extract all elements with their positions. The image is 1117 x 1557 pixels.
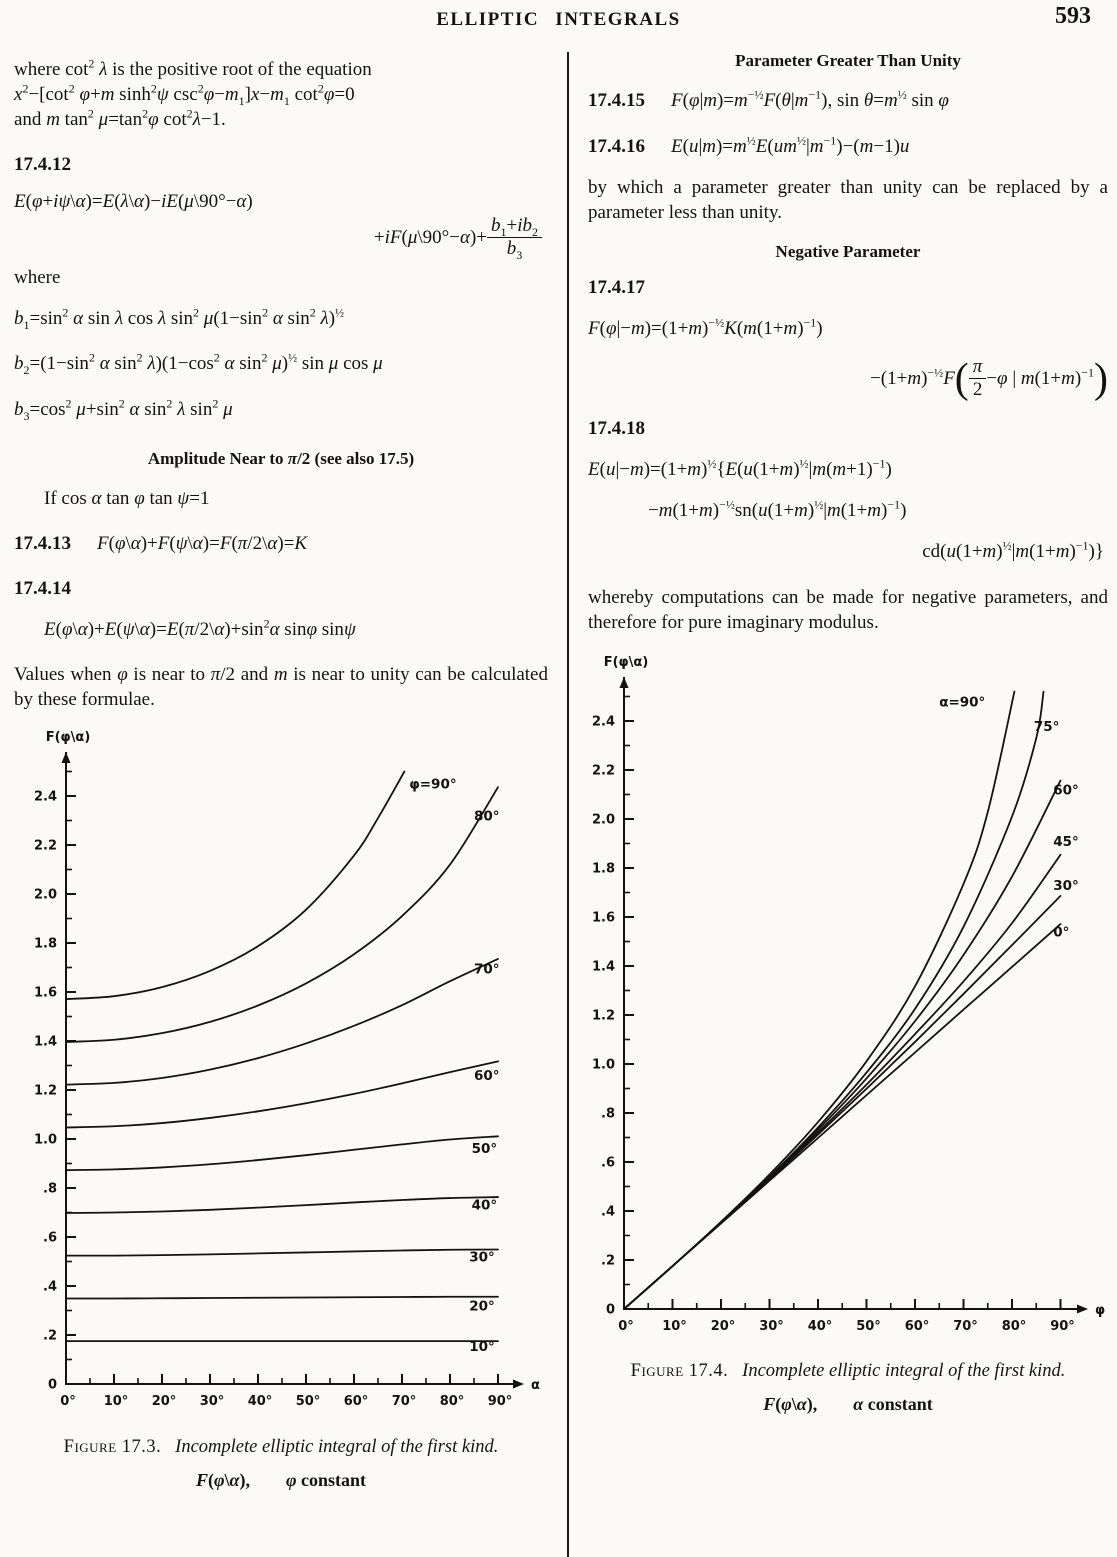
svg-text:1.2: 1.2	[33, 1083, 57, 1099]
equation-b3: $b_3=\cos^2$ $\mu+\sin^2$ α $\sin^2 \lambda$ $\sin^2 \mu$	[14, 396, 233, 423]
svg-text:70°: 70°	[391, 1394, 417, 1410]
svg-text:1.4: 1.4	[33, 1034, 57, 1050]
svg-text:φ: φ	[1095, 1302, 1106, 1318]
figure-17-4-label: Figure 17.4.	[630, 1360, 729, 1381]
svg-text:30°: 30°	[759, 1318, 784, 1334]
values-paragraph: Values when φ is near to π/2 and m is near to unity can be calculated by these formulae.	[14, 664, 548, 711]
svg-text:30°: 30°	[199, 1394, 225, 1410]
svg-text:F(φ\α): F(φ\α)	[45, 730, 91, 746]
svg-text:60°: 60°	[904, 1318, 930, 1334]
equation-17-4-12-line1: E(φ+iψ\α)=E(λ\α)−iE(μ\90°−α)	[14, 191, 253, 213]
figure-17-3	[14, 726, 548, 1492]
equation-17-4-12-fraction	[487, 215, 542, 263]
svg-text:0°: 0°	[60, 1394, 76, 1410]
left-column	[14, 57, 548, 1492]
svg-text:30°: 30°	[469, 1249, 495, 1266]
svg-text:.2: .2	[43, 1328, 57, 1344]
svg-text:80°: 80°	[439, 1394, 465, 1410]
equation-17-4-12-line2-pre: +iF(μ\90°−α)+	[373, 227, 487, 249]
figure-17-4-caption-text: Incomplete elliptic integral of the first kind.	[742, 1360, 1066, 1381]
svg-text:20°: 20°	[469, 1298, 495, 1315]
svg-text:2.0: 2.0	[591, 812, 615, 828]
svg-text:1.2: 1.2	[591, 1008, 615, 1024]
svg-text:60°: 60°	[474, 1068, 500, 1085]
equation-b2: $b_2=(1-\sin^2$ α $\sin^2 \lambda)(1-\cos^2$ α $\sin^2 \mu)^{\frac{1}{2}}$ sin μ cos μ	[14, 351, 383, 378]
curve-φ=50°	[66, 1137, 498, 1171]
curve-α=30°	[624, 896, 1061, 1309]
svg-text:.6: .6	[43, 1230, 57, 1246]
right-column	[588, 50, 1108, 1417]
svg-text:1.0: 1.0	[33, 1132, 57, 1148]
condition-line: If cos α tan φ tan ψ=1	[44, 488, 210, 510]
svg-text:.4: .4	[43, 1279, 57, 1295]
svg-text:60°: 60°	[343, 1394, 369, 1410]
curve-φ=30°	[66, 1250, 498, 1256]
page-number: 593	[1055, 3, 1091, 29]
svg-text:φ=90°: φ=90°	[409, 777, 457, 794]
svg-text:0: 0	[605, 1302, 615, 1318]
svg-text:.6: .6	[601, 1155, 615, 1171]
equation-17-4-14: $E(\varphi\backslash\alpha)+E(\psi\backslash\alpha)=E(\pi/2\backslash\alpha)+\sin^2\alpha$ sinφ sinψ	[44, 616, 356, 641]
svg-text:α=90°: α=90°	[939, 693, 986, 710]
equation-17-4-13: F(φ\α)+F(ψ\α)=F(π/2\α)=K	[97, 533, 308, 555]
svg-text:2.4: 2.4	[591, 714, 615, 730]
equation-number-17-4-16: 17.4.16	[588, 135, 645, 157]
equation-17-4-15-row	[588, 88, 1108, 113]
figure-17-4-caption	[588, 1359, 1108, 1383]
pi-over-2-fraction	[969, 357, 987, 400]
svg-text:1.4: 1.4	[591, 959, 615, 975]
equation-number-17-4-14: 17.4.14	[14, 578, 71, 600]
curve-φ=90°	[66, 772, 404, 1000]
svg-text:70°: 70°	[953, 1318, 978, 1334]
equation-17-4-18-line1: $E(u|-m)=(1+m)^{\frac{1}{2}}\{E(u(1+m)^{\frac{1}{2}}|m(m+1)^{-1})$	[588, 456, 892, 481]
svg-text:90°: 90°	[1050, 1318, 1075, 1334]
svg-text:10°: 10°	[103, 1394, 129, 1410]
svg-text:10°: 10°	[662, 1318, 687, 1334]
equation-number-17-4-17: 17.4.17	[588, 277, 645, 299]
svg-text:50°: 50°	[856, 1318, 881, 1334]
svg-text:40°: 40°	[247, 1394, 273, 1410]
intro-line-1: where $\cot^2 \lambda$ is the positive root of the equation	[14, 56, 372, 80]
equation-b1: $b_1=\sin^2$ α sin λ cos λ $\sin^2 \mu(1-\sin^2$ α $\sin^2 \lambda)^{\frac{1}{2}}$	[14, 306, 345, 333]
fraction-numerator: π	[969, 357, 987, 379]
fraction-denominator: $b_3$	[506, 238, 523, 263]
parameter-greater-paragraph: by which a parameter greater than unity can be replaced by a parameter less than unity.	[588, 176, 1108, 223]
negative-parameter-paragraph: whereby computations can be made for negative parameters, and therefore for pure imaginary modulus.	[588, 586, 1108, 633]
curve-φ=80°	[66, 788, 498, 1043]
curve-α=45°	[624, 854, 1061, 1308]
equation-17-4-17-line2-pre: $-(1+m)^{-\frac{1}{2}}F$	[870, 365, 955, 390]
svg-text:50°: 50°	[295, 1394, 321, 1410]
equation-17-4-13-row	[14, 531, 548, 556]
curve-φ=70°	[66, 959, 498, 1085]
section-heading-parameter-greater: Parameter Greater Than Unity	[735, 51, 961, 70]
figure-17-4-subcaption: F(φ\α), α constant	[763, 1393, 933, 1414]
svg-text:1.6: 1.6	[33, 985, 57, 1001]
svg-text:2.0: 2.0	[33, 887, 57, 903]
intro-equation: $x^2-[\cot^2$ φ+m $\sinh^2\psi$ $\csc^2\varphi-m_1]x-m_1$ $\cot^2\varphi=0$	[14, 81, 355, 108]
svg-text:0°: 0°	[618, 1318, 634, 1334]
svg-text:75°: 75°	[1033, 718, 1060, 735]
figure-17-4	[588, 651, 1108, 1417]
svg-text:1.6: 1.6	[591, 910, 615, 926]
fraction-numerator: $b_1+ib_2$	[487, 216, 542, 238]
svg-text:20°: 20°	[710, 1318, 736, 1334]
svg-text:0: 0	[47, 1377, 57, 1393]
curve-α=75°	[624, 691, 1044, 1308]
figure-17-3-chart	[14, 726, 559, 1423]
svg-text:2.2: 2.2	[33, 838, 57, 854]
svg-text:.2: .2	[601, 1253, 615, 1269]
equation-17-4-17-line1: $F(\varphi|-m)=(1+m)^{-\frac{1}{2}}K(m(1+m)^{-1})$	[588, 315, 823, 340]
svg-text:50°: 50°	[471, 1141, 498, 1158]
equation-17-4-15: $F(\varphi|m)=m^{-\frac{1}{2}}F(\theta|m^{-1})$, $\sin \theta=m^{\frac{1}{2}}$ sin φ	[671, 88, 949, 112]
svg-text:F(φ\α): F(φ\α)	[603, 654, 649, 670]
curve-φ=20°	[66, 1297, 498, 1299]
svg-text:.8: .8	[601, 1106, 615, 1122]
svg-text:.8: .8	[43, 1181, 57, 1197]
svg-text:40°: 40°	[807, 1318, 833, 1334]
equation-number-17-4-15: 17.4.15	[588, 90, 645, 112]
svg-text:1.0: 1.0	[591, 1057, 615, 1073]
svg-text:0°: 0°	[1053, 924, 1070, 941]
svg-text:60°: 60°	[1053, 782, 1079, 799]
equation-number-17-4-13: 17.4.13	[14, 533, 71, 555]
svg-text:20°: 20°	[151, 1394, 177, 1410]
equation-17-4-17-line2: $-(1+m)^{-\frac{1}{2}}F$ ( $\frac{\pi}{2}$ −φ | $m(1+m)^{-1}$ )	[870, 355, 1108, 402]
figure-17-3-caption	[14, 1435, 548, 1459]
where-label: where	[14, 267, 61, 289]
svg-text:90°: 90°	[487, 1394, 513, 1410]
curve-φ=60°	[66, 1062, 498, 1128]
svg-text:70°: 70°	[474, 962, 500, 979]
equation-number-17-4-18: 17.4.18	[588, 418, 645, 440]
section-heading-amplitude: Amplitude Near to π/2 (see also 17.5)	[147, 448, 415, 468]
svg-text:α: α	[531, 1378, 540, 1394]
equation-number-17-4-12: 17.4.12	[14, 154, 71, 176]
svg-text:2.4: 2.4	[33, 789, 57, 805]
fraction-denominator: 2	[972, 379, 983, 401]
curve-φ=40°	[66, 1198, 498, 1214]
svg-text:40°: 40°	[471, 1198, 498, 1215]
intro-line-3: and m $\tan^2 \mu=\tan^2\varphi$ $\cot^2\lambda-1$.	[14, 106, 226, 131]
page-header-title: ELLIPTIC INTEGRALS	[436, 9, 681, 30]
svg-text:1.8: 1.8	[591, 861, 615, 877]
svg-text:2.2: 2.2	[591, 763, 615, 779]
equation-17-4-17-line2-post: −φ | $m(1+m)^{-1}$	[986, 365, 1094, 390]
svg-text:10°: 10°	[469, 1339, 495, 1356]
equation-17-4-18-line2: $-m(1+m)^{-\frac{1}{2}}sn(u(1+m)^{\frac{1}{2}}|m(1+m)^{-1})$	[648, 498, 907, 522]
figure-17-3-label: Figure 17.3.	[63, 1436, 162, 1457]
column-divider	[567, 52, 569, 1557]
equation-17-4-18-line3: $cd(u(1+m)^{\frac{1}{2}}|m(1+m)^{-1})$}	[922, 539, 1104, 563]
equation-17-4-12-line2	[14, 215, 548, 263]
svg-text:30°: 30°	[1053, 877, 1079, 894]
equation-17-4-16: $E(u|m)=m^{\frac{1}{2}}E(um^{\frac{1}{2}}|m^{-1})-(m-1)u$	[671, 133, 910, 157]
figure-17-3-caption-text: Incomplete elliptic integral of the first kind.	[175, 1436, 499, 1457]
svg-text:45°: 45°	[1053, 833, 1079, 850]
figure-17-4-chart	[588, 651, 1108, 1348]
svg-text:80°: 80°	[1001, 1318, 1027, 1334]
svg-text:1.8: 1.8	[33, 936, 57, 952]
svg-text:.4: .4	[601, 1204, 615, 1220]
intro-paragraph	[14, 57, 548, 132]
equation-17-4-16-row	[588, 134, 1108, 159]
svg-text:80°: 80°	[474, 808, 500, 825]
figure-17-3-subcaption: F(φ\α), φ constant	[195, 1469, 367, 1490]
section-heading-negative-parameter: Negative Parameter	[775, 241, 921, 261]
